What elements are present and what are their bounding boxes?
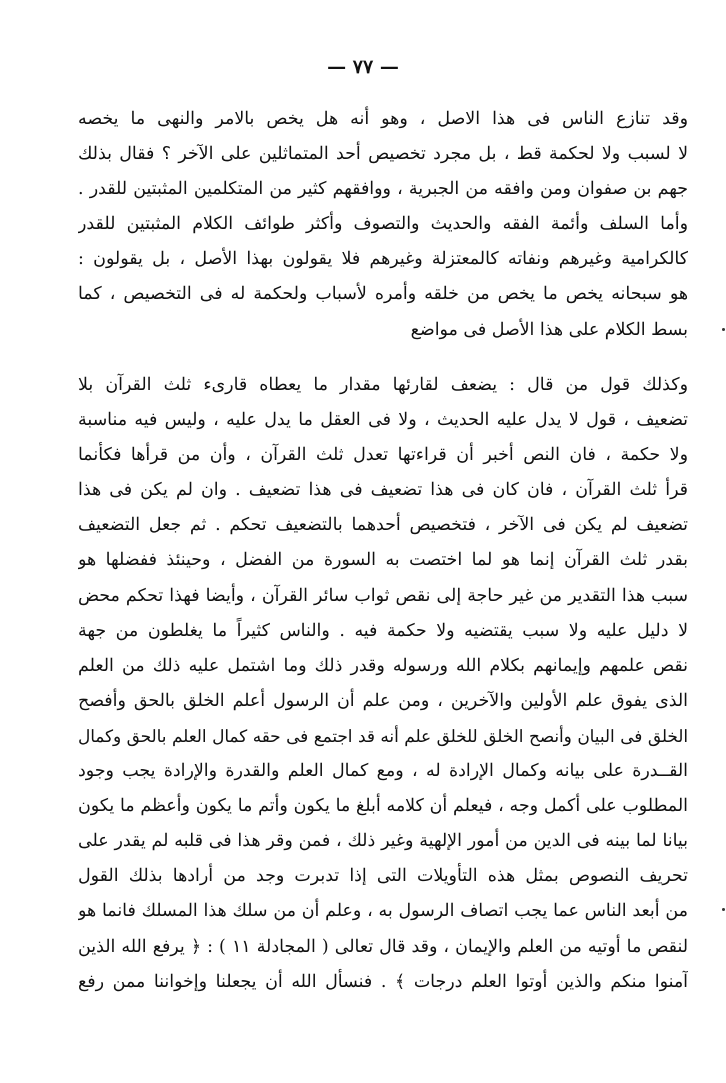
text-line: المطلوب على أكمل وجه ، فيعلم أن كلامه أبلغ ما يكون وأتم ما يكون وأعظم ما يكون	[78, 796, 688, 817]
scan-speck	[722, 328, 725, 331]
text-line: جهم بن صفوان ومن وافقه من الجبرية ، ووافقهم كثير من المتكلمين المثبتين للقدر .	[78, 179, 688, 200]
text-line: تضعيف ، قول لا يدل عليه الحديث ، ولا فى العقل ما يدل عليه ، وليس فيه مناسبة	[78, 410, 688, 431]
text-line: سبب هذا التقدير من غير حاجة إلى نقص ثواب سائر القرآن ، وأيضا فهذا تحكم محض	[78, 585, 688, 606]
text-line: لنقص ما أوتيه من العلم والإيمان ، وقد قال تعالى ( المجادلة ١١ ) : ﴿ يرفع الله الذين	[78, 936, 688, 957]
text-line: لا دليل عليه ولا سبب يقتضيه ولا حكمة فيه . والناس كثيراً ما يغلطون من جهة	[78, 620, 688, 641]
text-line: الخلق فى البيان وأنصح الخلق للخلق علم أنه قد اجتمع فى حقه كمال العلم بالحق وكمال	[78, 725, 688, 746]
text-line: قرأ ثلث القرآن ، فان كان فى هذا تضعيف فى هذا تضعيف . وان لم يكن فى هذا	[78, 480, 688, 501]
text-line: وأما السلف وأئمة الفقه والحديث والتصوف وأكثر طوائف الكلام المثبتين للقدر	[78, 214, 688, 235]
text-line: تحريف النصوص بمثل هذه التأويلات التى إذا تدبرت وجد من أرادها بذلك القول	[78, 866, 688, 887]
text-line: الذى يفوق علم الأولين والآخرين ، ومن علم أن الرسول أعلم الخلق بالحق وأفصح	[78, 690, 688, 711]
text-line: ولا حكمة ، فان النص أخبر أن قراءتها تعدل ثلث القرآن ، وأن من قرأها فكأنما	[78, 445, 688, 466]
text-line: القــدرة على بيانه وكمال الإرادة له ، ومع كمال العلم والقدرة والإرادة يجب وجود	[78, 761, 688, 782]
text-line: وكذلك قول من قال : يضعف لقارئها مقدار ما يعطاه قارىء ثلث القرآن بلا	[78, 375, 688, 395]
paragraph-2	[78, 368, 688, 1000]
text-line: تضعيف لم يكن فى الآخر ، فتخصيص أحدهما بالتضعيف تحكم . ثم جعل التضعيف	[78, 515, 688, 536]
text-line: هو سبحانه يخص ما يخص من خلقه وأمره لأسباب ولحكمة له فى التخصيص ، كما	[78, 284, 688, 305]
text-line: بسط الكلام على هذا الأصل فى مواضع	[410, 319, 688, 340]
page-number: — ٧٧ —	[327, 56, 399, 78]
text-line: نقص علمهم وإيمانهم بكلام الله ورسوله وقدر ذلك وما اشتمل عليه ذلك من العلم	[78, 655, 688, 676]
paragraph-1	[78, 102, 688, 348]
text-line: لا لسبب ولا لحكمة قط ، بل مجرد تخصيص أحد المتماثلين على الآخر ؟ فقال بذلك	[78, 144, 688, 165]
text-line: بيانا لما بينه فى الدين من أمور الإلهية وغير ذلك ، فمن وقر هذا فى قلبه لم يقدر على	[78, 831, 688, 852]
text-line: وقد تنازع الناس فى هذا الاصل ، وهو أنه هل يخص بالامر والنهى ما يخصه	[78, 109, 688, 129]
text-line: كالكرامية وغيرهم ونفاته كالمعتزلة وغيرهم فلا يقولون بهذا الأصل ، بل يقولون :	[78, 249, 688, 270]
text-line: آمنوا منكم والذين أوتوا العلم درجات ﴾ . فنسأل الله أن يجعلنا وإخواننا ممن رفع	[78, 971, 688, 992]
text-line: بقدر ثلث القرآن إنما هو لما اختصت به السورة من الفضل ، وحينئذ ففضلها هو	[78, 550, 688, 571]
text-line: من أبعد الناس عما يجب اتصاف الرسول به ، وعلم أن من سلك هذا المسلك فانما هو	[78, 901, 688, 922]
scan-speck	[722, 908, 725, 911]
